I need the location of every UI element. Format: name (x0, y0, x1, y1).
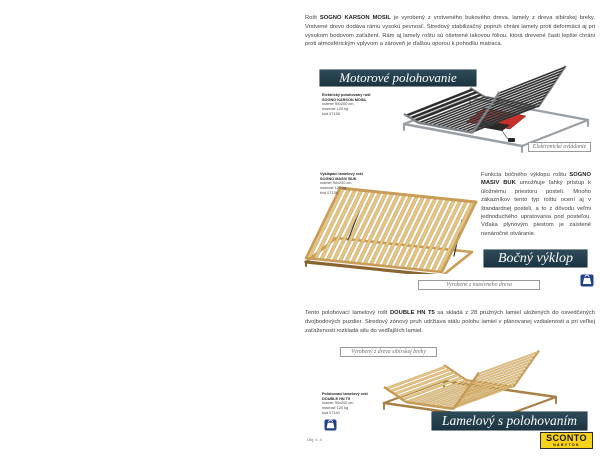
spec-line: Polohovací lamelový rošt (322, 392, 368, 396)
double-spec (322, 392, 368, 416)
intro-paragraph (305, 14, 595, 49)
side-lift-text-start: Funkcia bočného výklopu roštu (481, 172, 570, 178)
double-banner: Lamelový s polohovaním (432, 412, 587, 430)
double-caption: Vyrobený z dreva sibírskej breky (340, 347, 437, 357)
spec-line: kód 07139 (320, 190, 338, 195)
double-text-start: Tento polohovací lamelový rošt (305, 310, 390, 316)
double-product-name: DOUBLE HN T5 (389, 310, 435, 316)
intro-text-rest: je vyrobený z vrstveného bukového dreva, lamely z dreva sibírskej breky. Vrstvené drevo dodáva rámu vysokú pevnosť. Stredový stabilizačný popruh chráni lamely proti deformácii aj pri vysokom bodovom zaťažení. Rám aj lamely roštu sú ošetrené lakovou fóliou, ktorá drevené časti lepšie chráni proti atmosférickým vplyvom a zároveň je ďalšou oporou k pohodliu matraca. (305, 15, 595, 48)
weight-capacity-icon (580, 274, 594, 287)
spec-line: Elektricky polohovaný rošt (322, 93, 371, 97)
weight-capacity-icon (324, 419, 337, 431)
double-text-rest: sa skladá z 28 pružných lamiel uložených do osvedčených dvojbodových puzdier. Stredový zónový pruh udržiava stálu polohu lamiel v plánovanej vzdialenosti a pri veľkej zaťaženosti rozkladá silu do vedľajších lamiel. (305, 310, 595, 334)
side-lift-product-name: SOGNO MASIV BUK (481, 172, 591, 187)
sconto-logo (540, 432, 593, 449)
spec-line: SOGNO KARSON MOSIL (322, 97, 367, 102)
side-lift-spec (320, 172, 363, 196)
spec-line: SOGNO MASIV BUK (320, 176, 357, 181)
side-lift-caption: Vyrobené z masívneho dreva (418, 280, 540, 290)
double-paragraph (305, 309, 595, 335)
remote-control (508, 138, 515, 142)
motor-caption: Elektronické ovládanie (528, 142, 591, 152)
motor-spec (322, 93, 371, 117)
side-lift-banner: Bočný výklop (484, 250, 587, 267)
spec-line: kód 07138 (322, 111, 340, 116)
spec-line: DOUBLE HN T5 (322, 396, 351, 401)
intro-text-start: Rošt (305, 15, 320, 21)
intro-product-name: SOGNO KARSON MOSIL (319, 15, 391, 21)
spec-line: nosnosť 120 kg (322, 406, 349, 411)
logo-name: SCONTO (546, 433, 587, 443)
spec-line: rozmer 90x200 cm (322, 401, 354, 406)
spec-line: rozmer 90x200 cm, (320, 181, 353, 186)
footer-code: Obj. č. 4 (307, 437, 322, 442)
spec-line: Vyklápací lamelový rošt (320, 172, 363, 176)
side-lift-paragraph (481, 171, 591, 238)
motor-banner: Motorové polohovanie (320, 70, 476, 86)
spec-line: nosnosť 120 kg (320, 186, 347, 191)
spec-line: rozmer 90x200 cm, (322, 102, 355, 107)
side-lift-text-rest: umožňuje ľahký prístup k úložnému priestoru postelí. Mnoho zákazníkov tento typ roštu ocení aj v štandardnej posteli, a to z dôvodu veľmi jednoduchého upratovania pod posteľou. Vďaka plynovým piestom je zaistené nenáročné otváranie. (481, 180, 591, 237)
spec-line: nosnosť 120 kg (322, 107, 349, 112)
spec-line: kód 07140 (322, 410, 340, 415)
logo-tagline: NÁBYTOK (553, 443, 580, 447)
